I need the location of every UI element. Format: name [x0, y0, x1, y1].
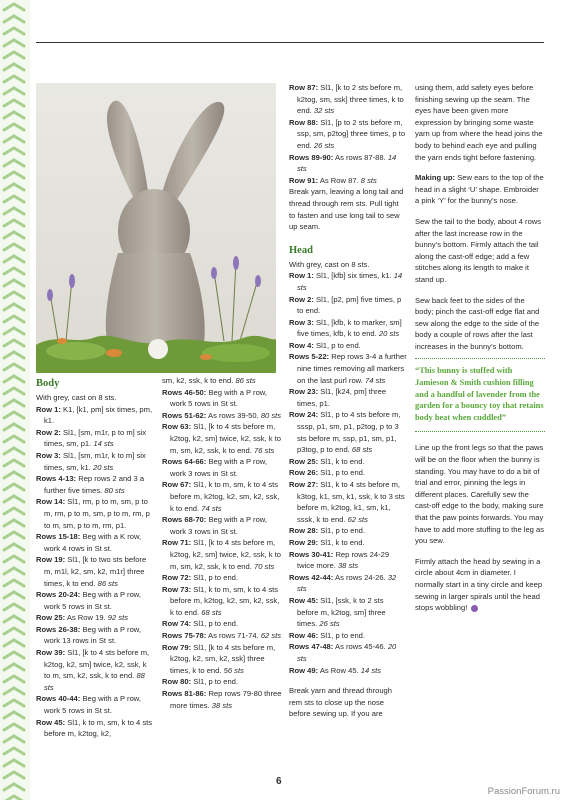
row-label: Rows 75-78:	[162, 631, 207, 641]
pattern-row	[36, 531, 154, 554]
pattern-row	[162, 514, 282, 537]
pattern-row	[289, 386, 407, 409]
stitch-count: 20 sts	[92, 462, 114, 472]
pattern-row	[289, 317, 407, 340]
stitch-count: 74 sts	[364, 375, 386, 385]
row-label: Row 25:	[289, 456, 319, 466]
row-label: Row 23:	[289, 387, 319, 397]
column-4	[415, 82, 545, 614]
row-label: Row 80:	[162, 677, 192, 687]
pattern-row	[289, 270, 407, 293]
row-label: Row 88:	[289, 117, 319, 127]
end-mark-icon	[471, 605, 478, 612]
stitch-count: 38 sts	[211, 700, 233, 710]
row-text: Sl1, p to end.	[320, 526, 366, 536]
row-label: Rows 30-41:	[289, 549, 334, 559]
row-label: Rows 20-24:	[36, 590, 81, 600]
decorative-knit-strip	[0, 0, 30, 800]
row-text: Beg with a P row, work 3 rows in St st.	[170, 515, 267, 536]
pattern-row	[36, 554, 154, 589]
pattern-row	[162, 375, 282, 387]
instruction-paragraph: using them, add safety eyes before finishing sewing up the seam. The eyes have been given more expression by bringing some waste yarn up from where the head joins the body to behind each eye and pulling the yarn ends tight before fastening.	[415, 83, 543, 162]
row-text: Beg with a P row, work 5 rows in St st.	[44, 694, 141, 716]
row-text: Sl1, k to end.	[320, 537, 365, 547]
row-label: Rows 40-44:	[36, 694, 81, 704]
row-label: Row 2:	[36, 427, 61, 437]
row-text: Sl1, [kfb, k to marker, sm] five times, kfb, k to end.	[297, 317, 402, 339]
row-text: As rows 87-88.	[335, 152, 386, 162]
stitch-count: 56 sts	[223, 665, 244, 675]
pattern-row	[162, 410, 282, 422]
row-label: Row 71:	[162, 538, 192, 548]
row-text: Sl1, p to end.	[320, 630, 366, 640]
pattern-row	[162, 387, 282, 410]
row-text: Sl1, p to end.	[193, 573, 239, 583]
pattern-row	[162, 572, 282, 584]
stitch-count: 62 sts	[260, 631, 282, 641]
body-final-rows	[289, 82, 407, 186]
stitch-count: 32 sts	[297, 572, 397, 594]
stitch-count: 14 sts	[297, 152, 397, 174]
tail-paragraph: Sew the tail to the body, about 4 rows after the last increase row in the bunny’s bottom. Firmly attach the tail along the cast-off edge; add a few stitches along its length to make it stand up.	[415, 216, 542, 284]
pattern-row	[289, 152, 407, 175]
body-rows	[36, 404, 154, 740]
stitch-count: 14 sts	[360, 665, 382, 675]
row-text: Sl1, [k to 4 sts before m, k2tog, k2, sm] twice, k2, ssk, k to m, sm, k2, ssk, k to end.	[170, 422, 281, 455]
row-text: Sl1, [k to 4 sts before m, k2tog, k2, sm, k2, ssk] three times, k to end.	[170, 642, 276, 675]
row-text: Rep rows 2 and 3 a further five times.	[44, 474, 145, 495]
row-text: Sl1, [k to 4 sts before m, k2tog, k2, sm] twice, k2, ssk, k to m, sm, k2, ssk, k to end.	[170, 538, 281, 571]
pattern-row	[289, 572, 407, 595]
pattern-row	[289, 641, 407, 664]
row-text: Beg with a P row, work 5 rows in St st.	[44, 590, 141, 611]
column-1	[36, 375, 154, 740]
page-number: 6	[276, 776, 282, 787]
pattern-row	[36, 612, 154, 624]
row-label: Row 29:	[289, 537, 319, 547]
head-rows	[289, 270, 407, 676]
row-text: Sl1, [k24, pm] three times, p1.	[297, 387, 387, 408]
row-label: Row 91:	[289, 175, 319, 185]
stitch-count: 14 sts	[297, 271, 403, 292]
pattern-row	[289, 537, 407, 549]
body-intro: With grey, cast on 8 sts.	[36, 393, 117, 402]
row-label: Row 72:	[162, 573, 192, 583]
row-label: Rows 26-38:	[36, 624, 81, 634]
stitch-count: 26 sts	[319, 619, 340, 629]
top-rule	[36, 42, 544, 43]
pattern-row	[289, 456, 407, 468]
row-text: Sl1, k to 4 sts before m, k3tog, k1, sm, k1, ssk, k to 3 sts before m, k2tog, k1, sm, k1, sssk, k to end.	[297, 480, 405, 524]
row-label: Row 45:	[36, 717, 66, 727]
pattern-row	[36, 450, 154, 473]
pattern-row	[162, 630, 282, 642]
pattern-row	[162, 688, 282, 711]
pattern-row	[36, 473, 154, 496]
body-rows-continued	[162, 375, 282, 711]
row-text: As rows 71-74.	[208, 631, 259, 641]
row-label: Rows 81-86:	[162, 689, 207, 699]
row-text: Sl1, [p2, pm] five times, p to end.	[297, 294, 402, 316]
row-text: Sl1, k to end.	[320, 456, 365, 466]
row-text: Sl1, [kfb] six times, k1.	[316, 271, 392, 281]
pattern-row	[36, 404, 154, 427]
column-2	[162, 375, 282, 711]
row-text: Sl1, [sm, m1r, p to m] six times, sm, p1.	[44, 427, 147, 449]
row-label: Row 87:	[289, 83, 319, 92]
row-text: Sl1, [k to 4 sts before m, k2tog, k2, sm] twice, k2, ssk, k to m, sm, k2, ssk, k to end.	[44, 648, 150, 681]
row-text: Sl1, rm, p to m, sm, p to m, rm, p to m, sm, p to m, rm, p to m, sm, p to m, rm, p1.	[44, 497, 150, 530]
pattern-row	[289, 595, 407, 630]
row-text: As rows 24-26.	[335, 572, 386, 582]
stitch-count: 80 sts	[260, 410, 282, 420]
row-label: Row 3:	[36, 450, 61, 460]
stitch-count: 20 sts	[297, 642, 397, 663]
section-heading-head: Head	[289, 244, 313, 256]
row-label: Row 63:	[162, 422, 192, 432]
row-label: Rows 42-44:	[289, 572, 334, 582]
section-heading-body: Body	[36, 378, 60, 389]
row-text: As rows 45-46.	[335, 642, 386, 652]
pattern-row	[289, 525, 407, 537]
stitch-count: 86 sts	[235, 376, 256, 385]
stitch-count: 68 sts	[351, 445, 373, 455]
body-finish-text: Break yarn, leaving a long tail and thread through rem sts. Pull tight to fasten and use long tail to sew up seam.	[289, 187, 404, 232]
row-label: Rows 5-22:	[289, 352, 330, 362]
row-text: As Row 19.	[66, 613, 106, 623]
pattern-row	[162, 456, 282, 479]
row-text: Rep rows 3-4 a further nine times removing all markers on the last purl row.	[297, 352, 407, 385]
stitch-count: 32 sts	[313, 106, 335, 116]
pattern-row	[36, 589, 154, 612]
pattern-row	[162, 584, 282, 619]
row-label: Row 45:	[289, 595, 319, 605]
pattern-row	[162, 676, 282, 688]
pattern-row	[289, 665, 407, 677]
row-label: Row 67:	[162, 480, 192, 490]
stitch-count: 26 sts	[313, 140, 335, 150]
row-label: Rows 89-90:	[289, 152, 334, 162]
pattern-row	[36, 427, 154, 450]
stitch-count: 14 sts	[93, 439, 114, 449]
pattern-row	[36, 717, 154, 740]
row-text: Sl1, [ssk, k to 2 sts before m, k2tog, sm] three times.	[297, 595, 386, 629]
row-label: Rows 51-62:	[162, 410, 207, 420]
pattern-row	[36, 693, 154, 716]
legs-paragraph: Line up the front legs so that the paws will be on the floor when the bunny is standing. You may have to do a bit of trial and error, pinning the legs in different places. Carefully sew the cast-off edge to the body, making sure that the paw points forwards. You may have to add more stuffing to the leg as you sew.	[415, 443, 545, 546]
row-text: Beg with a P row, work 3 rows in St st.	[170, 457, 267, 478]
column-3	[289, 82, 407, 720]
row-text: As Row 45.	[319, 665, 359, 675]
stitch-count: 86 sts	[97, 578, 118, 588]
row-text: Beg with a P row, work 5 rows in St st.	[170, 387, 267, 409]
row-text: Sl1, [p to 2 sts before m, ssp, sm, p2tog] three times, p to end.	[297, 117, 406, 150]
pattern-row	[36, 624, 154, 647]
row-text: Sl1, [sm, m1r, k to m] six times, sm, k1.	[44, 450, 146, 472]
row-text: Sl1, p to end.	[193, 619, 239, 629]
row-label: Row 73:	[162, 584, 192, 594]
pattern-row	[36, 647, 154, 693]
row-label: Row 28:	[289, 526, 319, 536]
head-closing-text: Break yarn and thread through rem sts to close up the nose before sewing up. If you are	[289, 686, 393, 719]
row-text: Sl1, [k to 2 sts before m, k2tog, sm, ssk] three times, k to end.	[297, 83, 404, 116]
stitch-count: 88 sts	[44, 671, 145, 692]
pull-quote: “This bunny is stuffed with Jamieson & Smith cushion filling and a handful of lavender from the garden for a bouncy toy that retains body heat when cuddled”	[415, 358, 545, 432]
row-text: Beg with a K row, work 4 rows in St st.	[44, 532, 142, 553]
row-label: Rows 15-18:	[36, 532, 81, 542]
row-label: Row 1:	[289, 271, 314, 281]
row-text: Sl1, [k to two sts before m, m1l, k2, sm, k2, m1r] three times, k to end.	[44, 555, 147, 588]
row-text: Rep rows 79-80 three more times.	[170, 689, 282, 710]
row-label: Rows 47-48:	[289, 642, 334, 652]
stitch-count: 70 sts	[254, 561, 275, 571]
row-label: Row 49:	[289, 665, 319, 675]
row-text: Sl1, k to m, sm, k to 4 sts before m, k2tog, k2,	[44, 717, 153, 739]
pattern-row	[289, 117, 407, 152]
row-label: Rows 64-66:	[162, 457, 207, 467]
stitch-count: 80 sts	[104, 485, 125, 495]
row-label: Row 46:	[289, 630, 319, 640]
pattern-row	[289, 82, 407, 117]
pattern-row	[162, 618, 282, 630]
making-up-text: Sew ears to the top of the head in a slight ‘U’ shape. Embroider a pink ‘Y’ for the bunny’s nose.	[415, 173, 544, 206]
row-label: Rows 68-70:	[162, 515, 207, 525]
row-label: Row 1:	[36, 404, 61, 414]
stitch-count: 8 sts	[360, 175, 377, 185]
row-label: Rows 46-50:	[162, 387, 207, 397]
pattern-row	[162, 479, 282, 514]
row-label: Row 79:	[162, 642, 192, 652]
row-text: As Row 87.	[319, 175, 359, 185]
pattern-row	[162, 537, 282, 572]
pattern-row	[289, 479, 407, 525]
pattern-row	[162, 642, 282, 677]
row-text: Sl1, p to end.	[193, 677, 239, 687]
pattern-row	[289, 340, 407, 352]
pattern-row	[289, 351, 407, 386]
row-label: Row 26:	[289, 468, 319, 478]
row-label: Row 3:	[289, 317, 314, 327]
row-label: Row 19:	[36, 555, 66, 565]
stitch-count: 76 sts	[254, 445, 275, 455]
row-label: Row 74:	[162, 619, 192, 629]
pattern-row	[162, 421, 282, 456]
row-text: Sl1, p to end.	[316, 340, 361, 350]
row-text: Rep rows 24-29 twice more.	[297, 549, 390, 571]
pattern-row	[289, 294, 407, 317]
row-text: Sl1, p to 4 sts before m, sssp, p1, sm, p1, p2tog, p to 3 sts before m, ssp, p1, sm, p1, p3tog, p to end.	[297, 410, 401, 455]
stitch-count: 92 sts	[107, 613, 129, 623]
row-text: Sl1, p to end.	[320, 468, 366, 478]
pattern-row	[289, 549, 407, 572]
feet-paragraph: Sew back feet to the sides of the body; pinch the cast-off edge flat and sew along the edge to the side of the body a couple of rows after the last increases in the bunny’s bottom.	[415, 295, 540, 351]
row-text: As rows 39-50.	[208, 410, 259, 420]
row-text: Beg with a P row, work 13 rows in St st.	[44, 624, 141, 646]
head-attach-paragraph	[415, 556, 545, 614]
pattern-row	[289, 175, 407, 187]
row-text: Sl1, k to m, sm, k to 4 sts before m, k2tog, k2, sm, k2, ssk, k to end.	[170, 480, 280, 513]
row-label: Row 39:	[36, 648, 66, 658]
head-intro: With grey, cast on 8 sts.	[289, 259, 370, 269]
row-label: Row 25:	[36, 613, 66, 623]
stitch-count: 62 sts	[347, 514, 368, 524]
row-label: Row 24:	[289, 410, 319, 420]
knitted-bunny-photo	[36, 83, 276, 373]
row-label: Row 14:	[36, 497, 66, 507]
stitch-count: 74 sts	[201, 503, 222, 513]
row-label: Row 27:	[289, 480, 319, 489]
row-label: Rows 4-13:	[36, 474, 77, 484]
pattern-row	[289, 467, 407, 479]
row-text: K1, [k1, pm] six times, pm, k1.	[44, 404, 153, 426]
pattern-row	[289, 630, 407, 642]
watermark: PassionForum.ru	[487, 786, 560, 797]
head-attach-text: Firmly attach the head by sewing in a circle about 4cm in diameter. I normally start in a tiny circle and keep sewing in larger spirals until the head stops wobbling!	[415, 556, 543, 613]
row-label: Row 4:	[289, 340, 314, 350]
row-label: Row 2:	[289, 294, 314, 304]
row-text: sm, k2, ssk, k to end.	[162, 376, 234, 385]
stitch-count: 38 sts	[337, 561, 359, 571]
row-text: Sl1, k to m, sm, k to 4 sts before m, k2tog, k2, sm, k2, ssk, k to end.	[170, 584, 280, 617]
making-up-paragraph	[415, 172, 545, 207]
stitch-count: 20 sts	[378, 329, 400, 339]
making-up-label: Making up:	[415, 173, 456, 183]
pattern-row	[36, 496, 154, 531]
stitch-count: 68 sts	[201, 607, 222, 617]
pattern-row	[289, 409, 407, 455]
